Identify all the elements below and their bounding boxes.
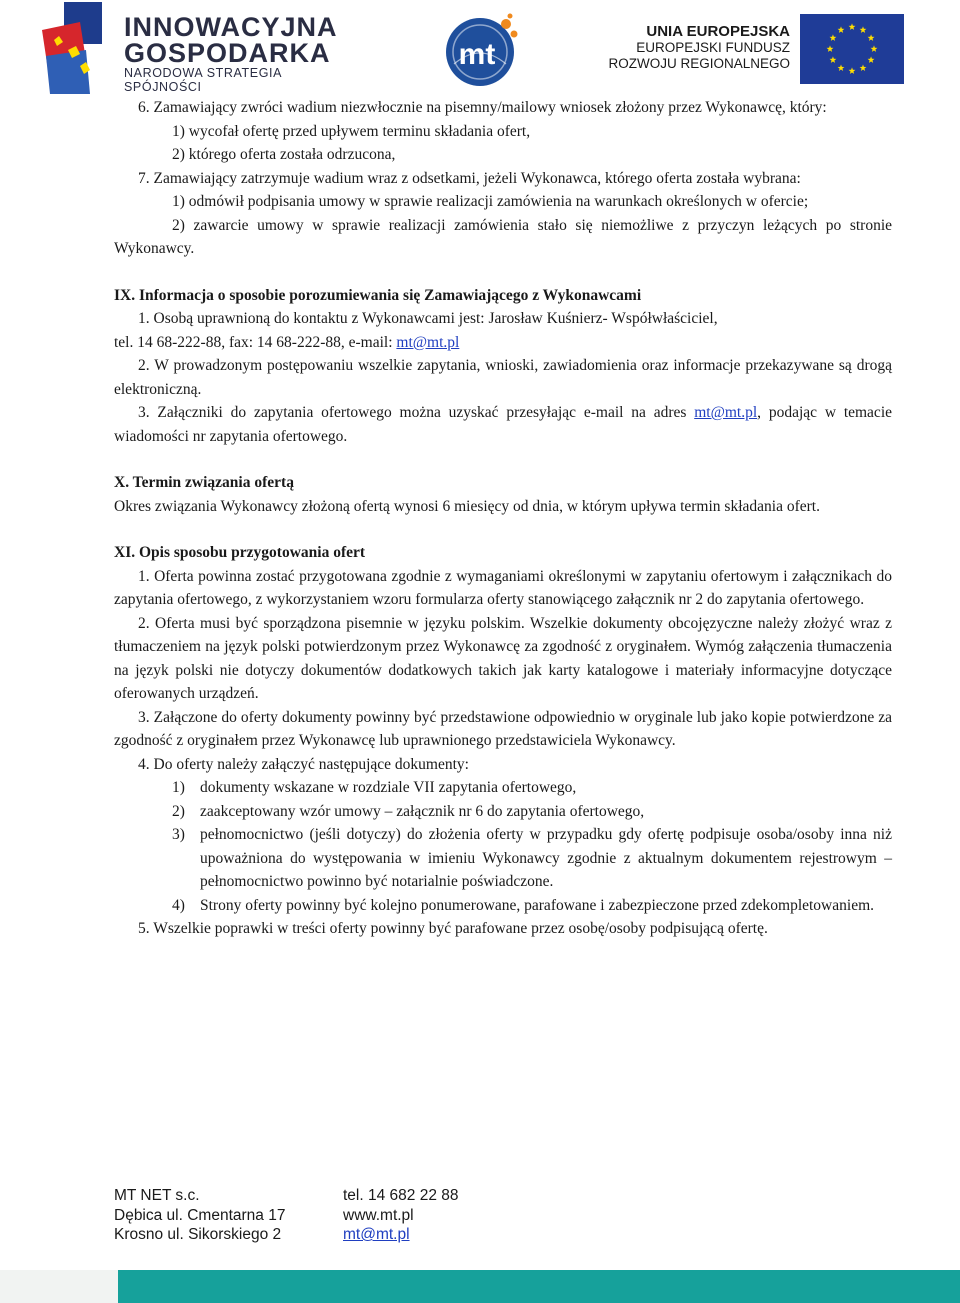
paragraph-7-item-1: 1) odmówił podpisania umowy w sprawie realizacji zamówienia na warunkach określonych w ofercie; — [172, 193, 809, 210]
document-body — [114, 96, 892, 941]
section-x-heading: X. Termin związania ofertą — [114, 474, 294, 491]
ig-logo-subtitle: NARODOWA STRATEGIA SPÓJNOŚCI — [124, 66, 282, 94]
section-ix-paragraph-2: 2. W prowadzonym postępowaniu wszelkie zapytania, wnioski, zawiadomienia oraz informacje przekazywane są drogą elektroniczną. — [114, 357, 892, 398]
section-xi-paragraph-4: 4. Do oferty należy załączyć następujące dokumenty: — [138, 755, 469, 773]
section-ix-heading: IX. Informacja o sposobie porozumiewania się Zamawiającego z Wykonawcami — [114, 286, 642, 304]
document-header — [0, 0, 960, 98]
eu-flag-icon — [800, 14, 904, 84]
section-xi-paragraph-3: 3. Załączone do oferty dokumenty powinny być przedstawione odpowiednio w oryginale lub jako kopie potwierdzone za zgodność z oryginałem przez Wykonawcę lub uprawnionego przedstawiciela Wykonawcy. — [114, 708, 892, 749]
footer-company: MT NET s.c. — [114, 1187, 200, 1204]
required-documents-list — [114, 776, 892, 917]
ig-logo-text: INNOWACYJNA GOSPODARKA — [124, 12, 338, 68]
footer-address-krosno: Krosno ul. Sikorskiego 2 — [114, 1226, 282, 1243]
section-x-paragraph: Okres związania Wykonawcy złożoną ofertą wynosi 6 miesięcy od dnia, w którym upływa termin składania ofert. — [114, 497, 820, 515]
footer-address — [114, 1186, 344, 1245]
footer-email-link[interactable]: mt@mt.pl — [343, 1226, 410, 1243]
list-item: 4) Strony oferty powinny być kolejno ponumerowane, parafowane i zabezpieczone przed zdekompletowaniem. — [172, 896, 875, 914]
footer-phone: tel. 14 682 22 88 — [343, 1187, 459, 1204]
paragraph-7: 7. Zamawiający zatrzymuje wadium wraz z odsetkami, jeżeli Wykonawca, którego oferta została wybrana: — [138, 169, 801, 187]
section-ix-paragraph-1: 1. Osobą uprawnioną do kontaktu z Wykonawcami jest: Jarosław Kuśnierz- Współwłaściciel, — [138, 310, 718, 327]
svg-text:mt: mt — [458, 38, 496, 71]
footer-website[interactable]: www.mt.pl — [343, 1206, 414, 1224]
paragraph-6: 6. Zamawiający zwróci wadium niezwłocznie na pisemny/mailowy wniosek złożony przez Wykonawcę, który: — [138, 99, 827, 116]
paragraph-6-item-2: 2) którego oferta została odrzucona, — [172, 146, 396, 163]
attachments-email-link[interactable]: mt@mt.pl — [694, 404, 758, 421]
footer-address-debica: Dębica ul. Cmentarna 17 — [114, 1206, 286, 1224]
paragraph-6-item-1: 1) wycofał ofertę przed upływem terminu składania ofert, — [172, 122, 531, 140]
list-item: 1) dokumenty wskazane w rozdziale VII zapytania ofertowego, — [172, 779, 577, 796]
footer-contact — [343, 1186, 543, 1245]
innowacyjna-gospodarka-logo — [40, 0, 350, 98]
mt-net-logo-icon — [444, 12, 520, 88]
list-item: 3) pełnomocnictwo (jeśli dotyczy) do złożenia oferty w przypadku gdy ofertę podpisuje osoba/osoby inna niż upoważniona do występowania w imieniu Wykonawcy zgodnie z aktualnym dokumentem rejestrowym – pełnomocnictwo powinno być notarialnie poświadczone. — [172, 826, 892, 890]
section-xi-paragraph-1: 1. Oferta powinna zostać przygotowana zgodnie z wymaganiami określonymi w zapytaniu ofertowym i załącznikach do zapytania ofertowego, z wykorzystaniem wzoru formularza oferty stanowiącego załącznik nr 2 do zapytania ofertowego. — [114, 567, 892, 608]
section-ix-contact-line: tel. 14 68-222-88, fax: 14 68-222-88, e-mail: mt@mt.pl — [114, 333, 460, 351]
eu-text-block: UNIA EUROPEJSKA EUROPEJSKI FUNDUSZ ROZWOJU REGIONALNEGO — [608, 23, 790, 71]
ig-flag-mark-icon — [40, 0, 106, 96]
contact-email-link[interactable]: mt@mt.pl — [396, 333, 460, 351]
list-item: 2) zaakceptowany wzór umowy – załącznik nr 6 do zapytania ofertowego, — [172, 802, 645, 820]
section-xi-heading: XI. Opis sposobu przygotowania ofert — [114, 544, 366, 561]
footer-teal-stripe — [118, 1270, 960, 1303]
section-xi-paragraph-2: 2. Oferta musi być sporządzona pisemnie w języku polskim. Wszelkie dokumenty obcojęzyczne należy złożyć wraz z tłumaczeniem na język polski potwierdzonym przez Wykonawcę za zgodność z oryginałem. Wymóg załączenia tłumaczenia na język polski nie dotyczy dokumentów dodatkowych takich jak karty katalogowe i materiały informacyjne dotyczące oferowanych urządzeń. — [114, 614, 892, 702]
section-xi-paragraph-5: 5. Wszelkie poprawki w treści oferty powinny być parafowane przez osobę/osoby podpisującą ofertę. — [138, 920, 768, 937]
section-ix-paragraph-3: 3. Załączniki do zapytania ofertowego można uzyskać przesyłając e-mail na adres mt@mt.pl, podając w temacie wiadomości nr zapytania ofertowego. — [114, 404, 893, 445]
footer-color-bar — [0, 1270, 960, 1303]
paragraph-7-item-2: 2) zawarcie umowy w sprawie realizacji zamówienia stało się niemożliwe z przyczyn leżących po stronie Wykonawcy. — [114, 216, 892, 257]
